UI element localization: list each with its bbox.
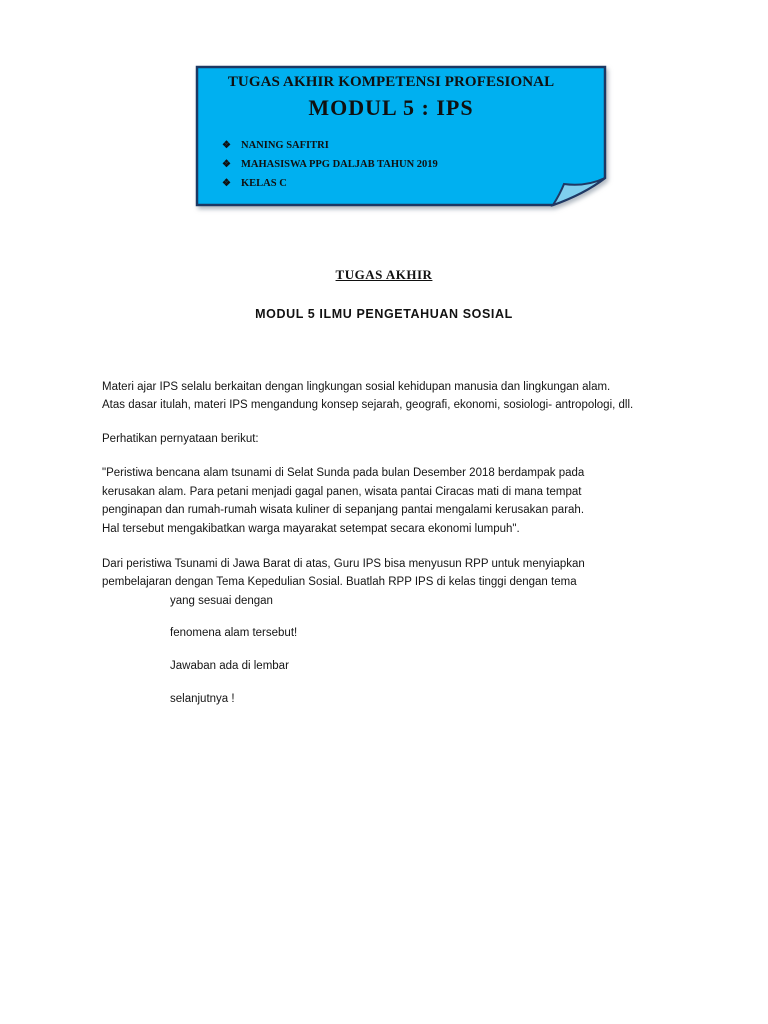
document-title: TUGAS AKHIR [335,267,433,282]
instruction-line: pembelajaran dengan Tema Kepedulian Sosial. Buatlah RPP IPS di kelas tinggi dengan tema [102,576,577,588]
paragraph-line: Atas dasar itulah, materi IPS mengandung konsep sejarah, geografi, ekonomi, sosiologi- antropologi, dll. [102,399,634,411]
indented-line: selanjutnya ! [170,693,235,705]
title-banner [196,66,606,206]
quote-line: "Peristiwa bencana alam tsunami di Selat Sunda pada bulan Desember 2018 berdampak pada [102,467,585,479]
banner-info-item [222,174,438,193]
diamond-bullet-icon: ❖ [222,140,231,151]
author-class: KELAS C [241,178,287,189]
instruction-line: Dari peristiwa Tsunami di Jawa Barat di atas, Guru IPS bisa menyusun RPP untuk menyiapkan [102,558,585,570]
quote-line: Hal tersebut mengakibatkan warga mayarakat setempat secara ekonomi lumpuh". [102,523,520,535]
quote-line: penginapan dan rumah-rumah wisata kuliner di sepanjang pantai mengalami kerusakan parah. [102,504,585,516]
indented-line: Jawaban ada di lembar [170,660,289,672]
author-name: NANING SAFITRI [241,140,329,151]
paragraph-line: Materi ajar IPS selalu berkaitan dengan lingkungan sosial kehidupan manusia dan lingkungan alam. [102,381,611,393]
author-program: MAHASISWA PPG DALJAB TAHUN 2019 [241,159,438,170]
quote-line: kerusakan alam. Para petani menjadi gagal panen, wisata pantai Ciracas mati di mana tempat [102,486,582,498]
diamond-bullet-icon: ❖ [222,159,231,170]
banner-module-label: MODUL 5 : IPS [308,95,474,120]
banner-info-item [222,155,438,174]
banner-title: TUGAS AKHIR KOMPETENSI PROFESIONAL [227,74,555,90]
indented-line: yang sesuai dengan [170,595,273,607]
diamond-bullet-icon: ❖ [222,178,231,189]
prompt-line: Perhatikan pernyataan berikut: [102,433,259,445]
banner-info-item [222,136,438,155]
banner-info-list [222,136,438,193]
document-subtitle: MODUL 5 ILMU PENGETAHUAN SOSIAL [255,307,513,321]
indented-line: fenomena alam tersebut! [170,627,298,639]
